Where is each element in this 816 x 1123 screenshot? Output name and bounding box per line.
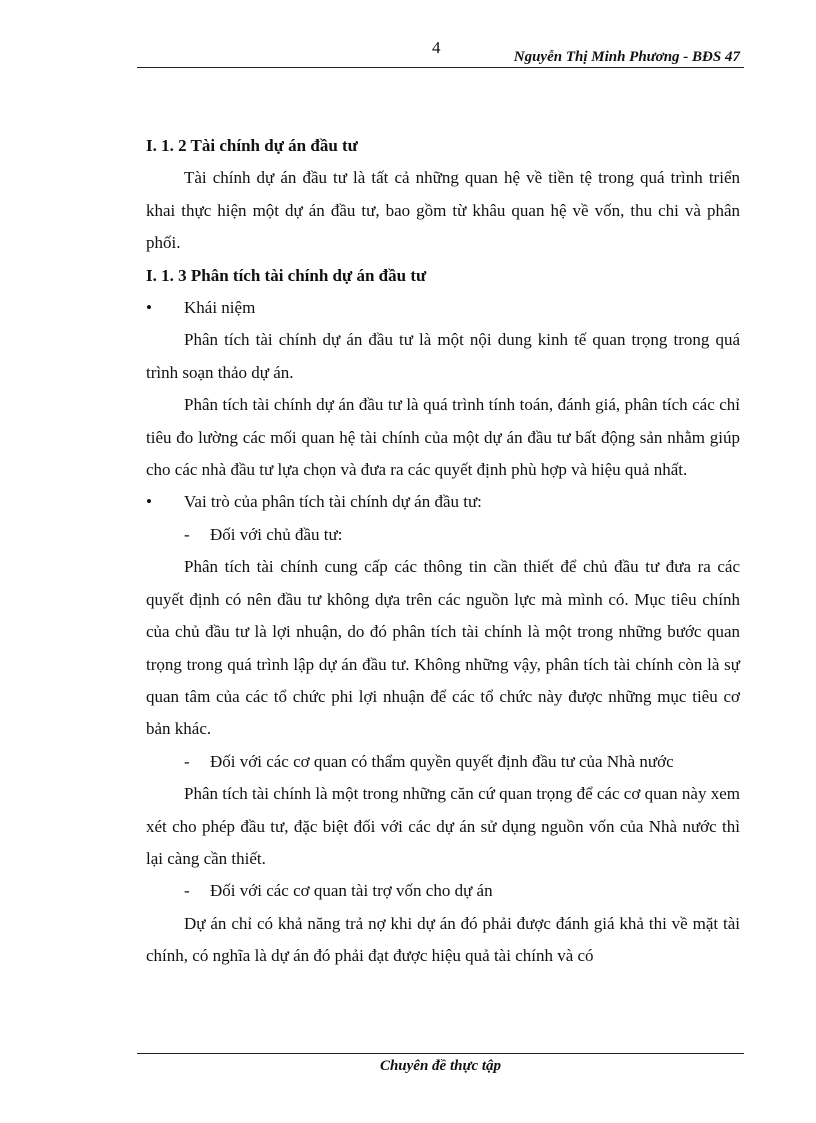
dash-item-label: Đối với các cơ quan tài trợ vốn cho dự án: [210, 881, 493, 901]
section-heading-113: I. 1. 3 Phân tích tài chính dự án đầu tư: [146, 265, 427, 285]
section-heading-112: I. 1. 2 Tài chính dự án đầu tư: [146, 136, 358, 155]
paragraph-investor: Phân tích tài chính cung cấp các thông tin cần thiết để chủ đầu tư đưa ra các quyết định có nên đầu tư không dựa trên các nguồn lực mà mình có. Mục tiêu chính của chủ đầu tư là lợi nhuận, do đó phân tích tài chính là một trong những bước quan trọng trong quá trình lập dự án đầu tư. Không những vậy, phân tích tài chính còn là sự quan tâm của các tổ chức phi lợi nhuận để các tổ chức này được những mục tiêu cơ bản khác.: [146, 557, 740, 739]
dash-item-investor: [146, 519, 740, 551]
dash-icon: -: [184, 751, 190, 771]
dash-item-state: [146, 746, 740, 778]
page-number: 4: [432, 38, 441, 57]
dash-item-label: Đối với chủ đầu tư:: [210, 524, 343, 544]
bullet-item-role: [146, 486, 740, 518]
footer-title: Chuyên đề thực tập: [379, 1058, 502, 1074]
bullet-item-concept: [146, 292, 740, 324]
bullet-item-label: Vai trò của phân tích tài chính dự án đầu tư:: [184, 492, 482, 512]
dash-item-funder: [146, 875, 740, 907]
bullet-icon: •: [146, 492, 152, 512]
paragraph-funder: Dự án chỉ có khả năng trả nợ khi dự án đó phải được đánh giá khả thi về mặt tài chính, có nghĩa là dự án đó phải đạt được hiệu quả tài chính và có: [146, 913, 740, 966]
header-author: Nguyễn Thị Minh Phương - BĐS 47: [513, 49, 740, 65]
dash-item-label: Đối với các cơ quan có thẩm quyền quyết định đầu tư của Nhà nước: [210, 751, 674, 771]
dash-icon: -: [184, 881, 190, 901]
paragraph-state: Phân tích tài chính là một trong những căn cứ quan trọng để các cơ quan này xem xét cho phép đầu tư, đặc biệt đối với các dự án sử dụng nguồn vốn của Nhà nước thì lại càng cần thiết.: [146, 784, 740, 868]
dash-icon: -: [184, 524, 190, 544]
footer-divider: [137, 1053, 744, 1054]
bullet-icon: •: [146, 298, 152, 318]
paragraph-concept-2: Phân tích tài chính dự án đầu tư là quá trình tính toán, đánh giá, phân tích các chỉ tiêu đo lường các mối quan hệ tài chính của một dự án đầu tư bất động sản nhằm giúp cho các nhà đầu tư lựa chọn và đưa ra các quyết định phù hợp và hiệu quả nhất.: [146, 395, 740, 480]
page-content: [146, 130, 740, 973]
header-divider: [137, 67, 744, 68]
bullet-item-label: Khái niệm: [184, 298, 256, 318]
paragraph-concept-1: Phân tích tài chính dự án đầu tư là một nội dung kinh tế quan trọng trong quá trình soạn thảo dự án.: [146, 330, 740, 382]
paragraph-project-finance: Tài chính dự án đầu tư là tất cả những quan hệ về tiền tệ trong quá trình triển khai thực hiện một dự án đầu tư, bao gồm từ khâu quan hệ về vốn, thu chi và phân phối.: [146, 168, 740, 253]
